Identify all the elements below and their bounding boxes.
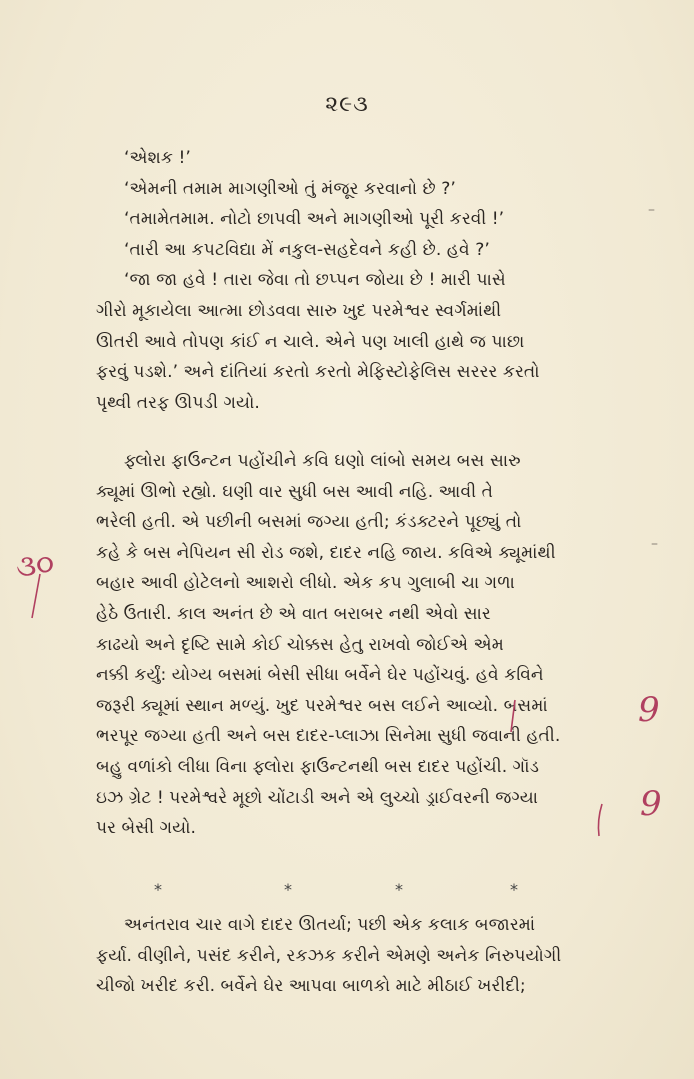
paragraph-line: ફર્યા. વીણીને, પસંદ કરીને, રકઝક કરીને એમણે અનેક નિરુપયોગી	[96, 945, 562, 966]
paragraph-line: ચીજો ખરીદ કરી. બર્વેને ઘેર આપવા બાળકો માટે મીઠાઈ ખરીદી;	[96, 976, 526, 997]
narrative-paragraph	[96, 910, 656, 1002]
paragraph-line: ગીરો મૂકાયેલા આત્મા છોડવવા સારુ ખુદ પરમેશ્વર સ્વર્ગમાંથી	[96, 300, 502, 321]
paragraph-line: ક્યૂમાં ઊભો રહ્યો. ઘણી વાર સુધી બસ આવી નહિ. આવી તે	[96, 481, 494, 502]
paragraph-line: ફરવું પડશે.’ અને દાંતિયાં કરતો કરતો મેફિસ્ટોફેલિસ સરરર કરતો	[96, 362, 540, 383]
separator-asterisk: *	[284, 880, 292, 899]
paragraph-line: જરૂરી ક્યૂમાં સ્થાન મળ્યું. ખુદ પરમેશ્વર બસ લઈને આવ્યો. બસમાં	[96, 695, 548, 716]
paragraph-line: ભરપૂર જગ્યા હતી અને બસ દાદર-પ્લાઝા સિનેમા સુધી જવાની હતી.	[96, 726, 561, 747]
paragraph-line: કાઢયો અને દૃષ્ટિ સામે કોઈ ચોક્કસ હેતુ રાખવો જોઈએ એમ	[96, 634, 504, 655]
margin-stroke-icon	[26, 572, 46, 622]
paragraph-line: ભરેલી હતી. એ પછીની બસમાં જગ્યા હતી; કંડક્ટરને પૂછ્યું તો	[96, 512, 522, 533]
paragraph-line: ફ્લોરા ફાઉન્ટન પહોંચીને કવિ ઘણો લાંબો સમય બસ સારુ	[124, 451, 521, 471]
right-margin-annotation: 9	[638, 690, 660, 730]
paragraph-line: પૃથ્વી તરફ ઊપડી ગયો.	[96, 392, 260, 413]
insertion-mark-icon	[508, 698, 518, 734]
left-margin-annotation: ૩૦	[14, 546, 56, 585]
paragraph-line: નક્કી કર્યું: યોગ્ય બસમાં બેસી સીધા બર્વેને ઘેર પહોંચવું. હવે કવિને	[96, 665, 544, 686]
dialogue-section	[96, 143, 656, 418]
paragraph-line: ઊતરી આવે તોપણ કાંઈ ન ચાલે. એને પણ ખાલી હાથે જ પાછા	[96, 331, 525, 352]
paragraph-line: ‘એશક !’	[124, 148, 191, 168]
paragraph-line: પર બેસી ગયો.	[96, 818, 196, 839]
right-margin-annotation: 9	[640, 784, 662, 824]
separator-asterisk: *	[395, 880, 403, 899]
insertion-mark-icon	[594, 802, 606, 838]
narrative-paragraph	[96, 446, 656, 844]
paragraph-line: ઇઝ ગ્રેટ ! પરમેશ્વરે મૂછો ચોંટાડી અને એ લુચ્ચો ડ્રાઈવરની જગ્યા	[96, 787, 539, 808]
paragraph-line: ‘જા જા હવે ! તારા જેવા તો છપ્પન જોયા છે ! મારી પાસે	[124, 270, 506, 291]
paragraph-line: અનંતરાવ ચાર વાગે દાદર ઊતર્યા; પછી એક કલાક બજારમાં	[124, 915, 536, 935]
separator-asterisk: *	[154, 880, 162, 899]
paragraph-line: ‘તારી આ કપટવિદ્યા મેં નકુલ-સહદેવને કહી છે. હવે ?’	[124, 239, 490, 260]
stray-mark: –	[651, 536, 658, 552]
stray-mark: –	[648, 202, 655, 218]
paragraph-line: બહાર આવી હોટેલનો આશરો લીધો. એક કપ ગુલાબી ચા ગળા	[96, 573, 515, 594]
paragraph-line: ‘તમામેતમામ. નોટો છાપવી અને માગણીઓ પૂરી કરવી !’	[124, 209, 505, 230]
page-number: ૨૯૩	[325, 92, 369, 117]
paragraph-line: બહુ વળાંકો લીધા વિના ફ્લોરા ફાઉન્ટનથી બસ દાદર પહોંચી. ગૉડ	[96, 756, 540, 777]
separator-asterisk: *	[510, 880, 518, 899]
paragraph-line: હેઠે ઉતારી. કાલ અનંત છે એ વાત બરાબર નથી એવો સાર	[96, 603, 491, 624]
paragraph-line: ‘એમની તમામ માગણીઓ તું મંજૂર કરવાનો છે ?’	[124, 178, 456, 199]
paragraph-line: કહે કે બસ નેપિયન સી રોડ જશે, દાદર નહિ જાય. કવિએ ક્યૂમાંથી	[96, 542, 556, 563]
